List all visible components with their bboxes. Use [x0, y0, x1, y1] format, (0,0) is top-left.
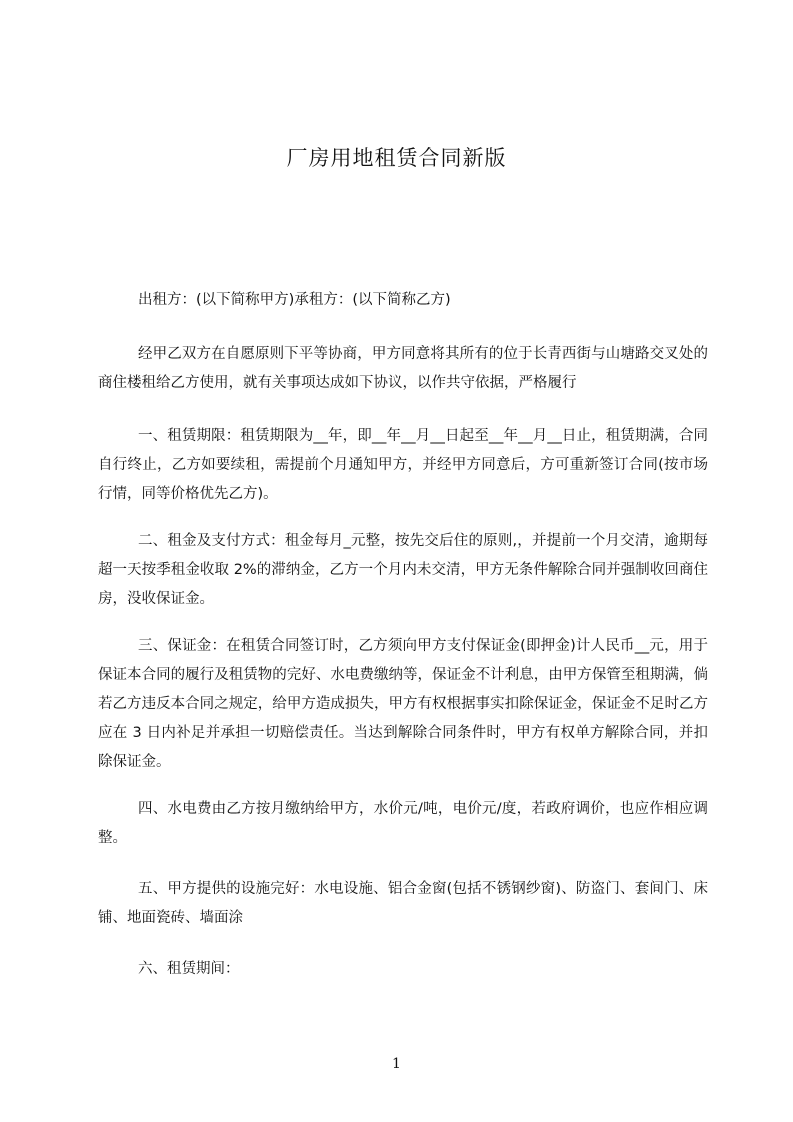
parties-line: 出租方：(以下简称甲方)承租方：(以下简称乙方) — [138, 292, 451, 308]
intro-paragraph: 经甲乙双方在自愿原则下平等协商，甲方同意将其所有的位于长青西街与山塘路交叉处的商住楼租给乙方使用，就有关事项达成如下协议，以作共守依据，严格履行 — [98, 346, 708, 391]
clause-deposit: 三、保证金：在租赁合同签订时，乙方须向甲方支付保证金(即押金)计人民币__元，用于保证本合同的履行及租赁物的完好、水电费缴纳等，保证金不计利息，由甲方保管至租期满，倘若乙方违反本合同之规定，给甲方造成损失，甲方有权根据事实扣除保证金，保证金不足时乙方应在 3 日内补足并承担一切赔偿责任。当达到解除合同条件时，甲方有权单方解除合同，并扣除保证金。 — [98, 638, 708, 770]
clause-facilities: 五、甲方提供的设施完好：水电设施、铝合金窗(包括不锈钢纱窗)、防盗门、套间门、床铺、地面瓷砖、墙面涂 — [98, 881, 708, 926]
clause-lease-term: 一、租赁期限：租赁期限为__年，即__年__月__日起至__年__月__日止，租赁期满，合同自行终止，乙方如要续租，需提前个月通知甲方，并经甲方同意后，方可重新签订合同(按市场行情，同等价格优先乙方)。 — [98, 428, 708, 502]
page-number: 1 — [392, 1056, 401, 1072]
clause-lease-period: 六、租赁期间： — [138, 961, 240, 977]
document-title: 厂房用地租赁合同新版 — [286, 146, 507, 170]
clause-rent-payment: 二、租金及支付方式：租金每月_元整，按先交后住的原则,，并提前一个月交清，逾期每超一天按季租金收取 2%的滞纳金，乙方一个月内未交清，甲方无条件解除合同并强制收回商住房，没收保证金。 — [98, 533, 708, 607]
clause-utilities: 四、水电费由乙方按月缴纳给甲方，水价元/吨，电价元/度，若政府调价，也应作相应调整。 — [98, 801, 708, 846]
